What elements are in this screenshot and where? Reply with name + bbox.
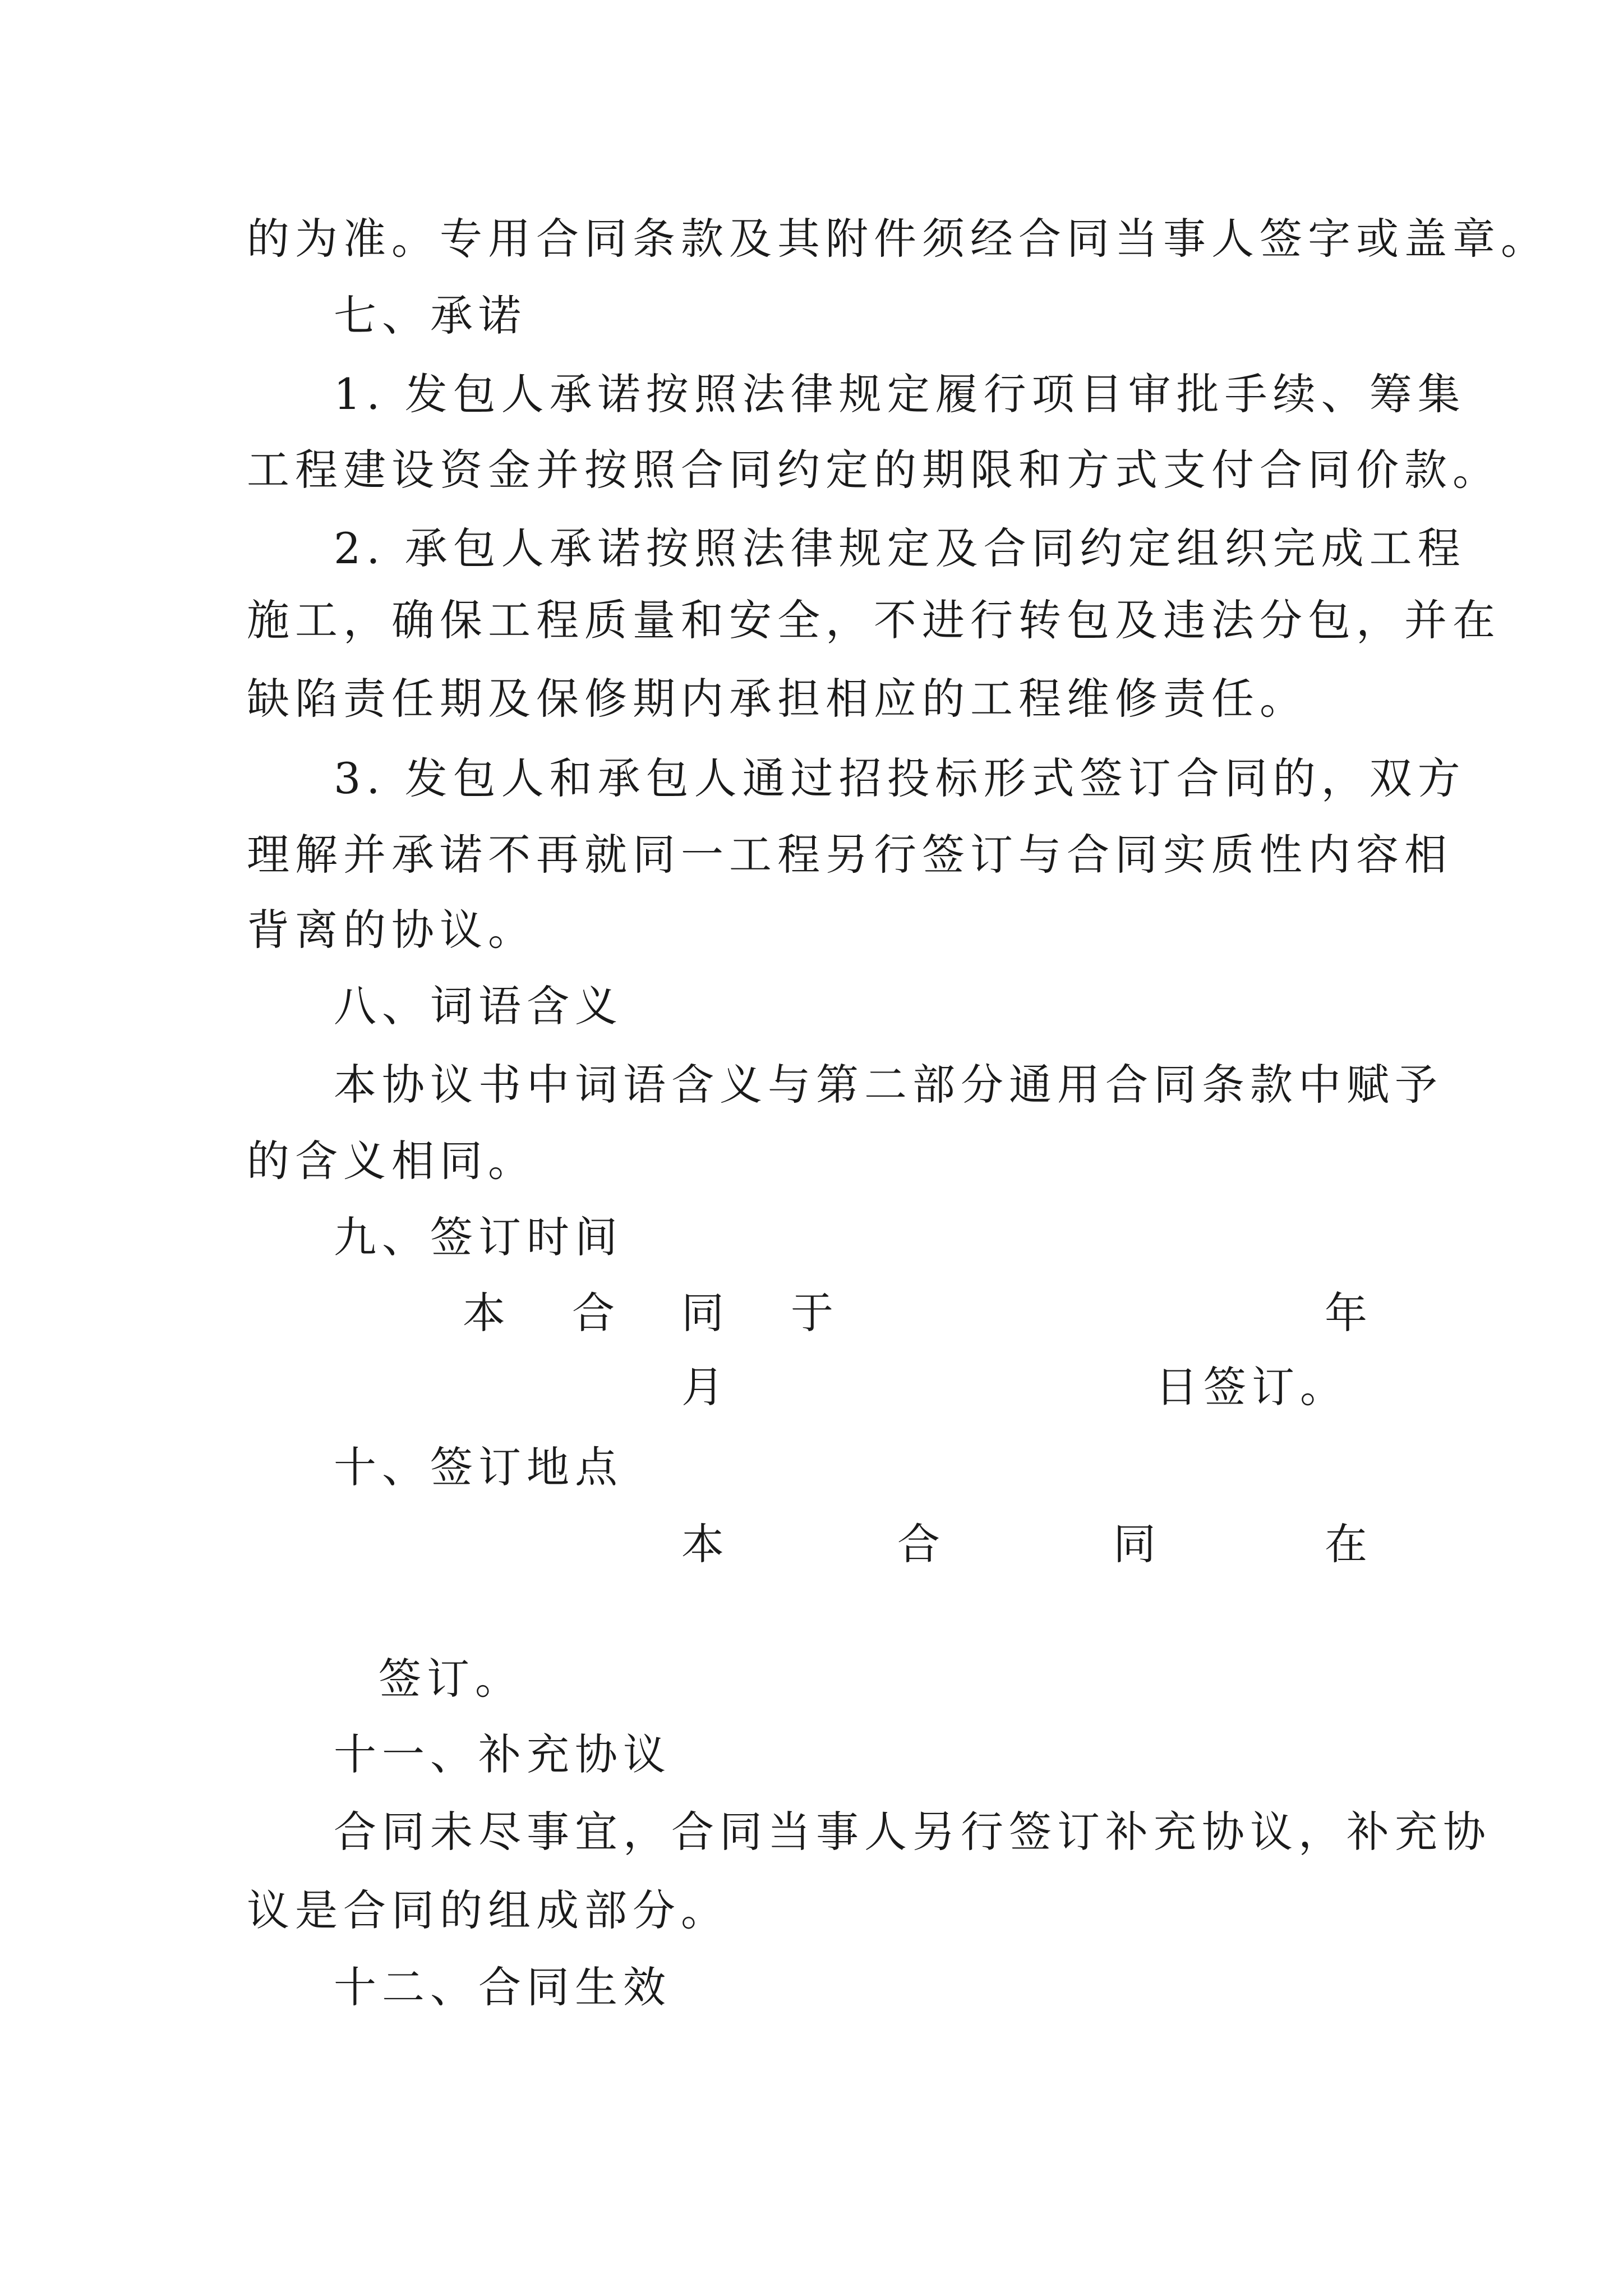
- paragraph-line: 工程建设资金并按照合同约定的期限和方式支付合同价款。: [247, 445, 1501, 495]
- paragraph-line: 背离的协议。: [247, 905, 536, 955]
- sign-time-char: 合: [572, 1288, 615, 1338]
- sign-place-char: 同: [1113, 1519, 1156, 1569]
- paragraph-line: 2. 承包人承诺按照法律规定及合同约定组织完成工程: [334, 523, 1466, 573]
- section-heading-sign-place: 十、签订地点: [334, 1442, 623, 1492]
- paragraph-line: 理解并承诺不再就同一工程另行签订与合同实质性内容相: [247, 830, 1453, 880]
- paragraph-line: 本协议书中词语含义与第二部分通用合同条款中赋予: [334, 1060, 1443, 1110]
- sign-place-char: 本: [681, 1519, 724, 1569]
- paragraph-line: 3. 发包人和承包人通过招投标形式签订合同的，双方: [334, 753, 1466, 803]
- paragraph-line: 的含义相同。: [247, 1136, 536, 1186]
- sign-time-day: 日签订。: [1155, 1362, 1348, 1412]
- section-heading-definitions: 八、词语含义: [334, 981, 623, 1031]
- paragraph-line: 1. 发包人承诺按照法律规定履行项目审批手续、筹集: [334, 369, 1466, 419]
- paragraph-line: 议是合同的组成部分。: [247, 1885, 729, 1935]
- sign-place-char: 在: [1325, 1519, 1367, 1569]
- paragraph-line: 施工，确保工程质量和安全，不进行转包及违法分包，并在: [247, 595, 1501, 645]
- section-heading-sign-time: 九、签订时间: [334, 1212, 623, 1262]
- sign-time-year: 年: [1325, 1288, 1367, 1338]
- sign-time-char: 同: [681, 1288, 724, 1338]
- section-heading-supplement: 十一、补充协议: [334, 1729, 671, 1779]
- section-heading-commitment: 七、承诺: [334, 291, 527, 341]
- sign-time-month: 月: [681, 1362, 724, 1412]
- paragraph-line: 的为准。专用合同条款及其附件须经合同当事人签字或盖章。: [247, 214, 1549, 264]
- paragraph-line: 签订。: [379, 1654, 523, 1704]
- paragraph-line: 合同未尽事宜，合同当事人另行签订补充协议，补充协: [334, 1807, 1491, 1857]
- sign-place-char: 合: [897, 1519, 940, 1569]
- sign-time-char: 本: [463, 1288, 505, 1338]
- paragraph-line: 缺陷责任期及保修期内承担相应的工程维修责任。: [247, 674, 1308, 724]
- sign-time-char: 于: [791, 1288, 833, 1338]
- section-heading-effective: 十二、合同生效: [334, 1962, 671, 2012]
